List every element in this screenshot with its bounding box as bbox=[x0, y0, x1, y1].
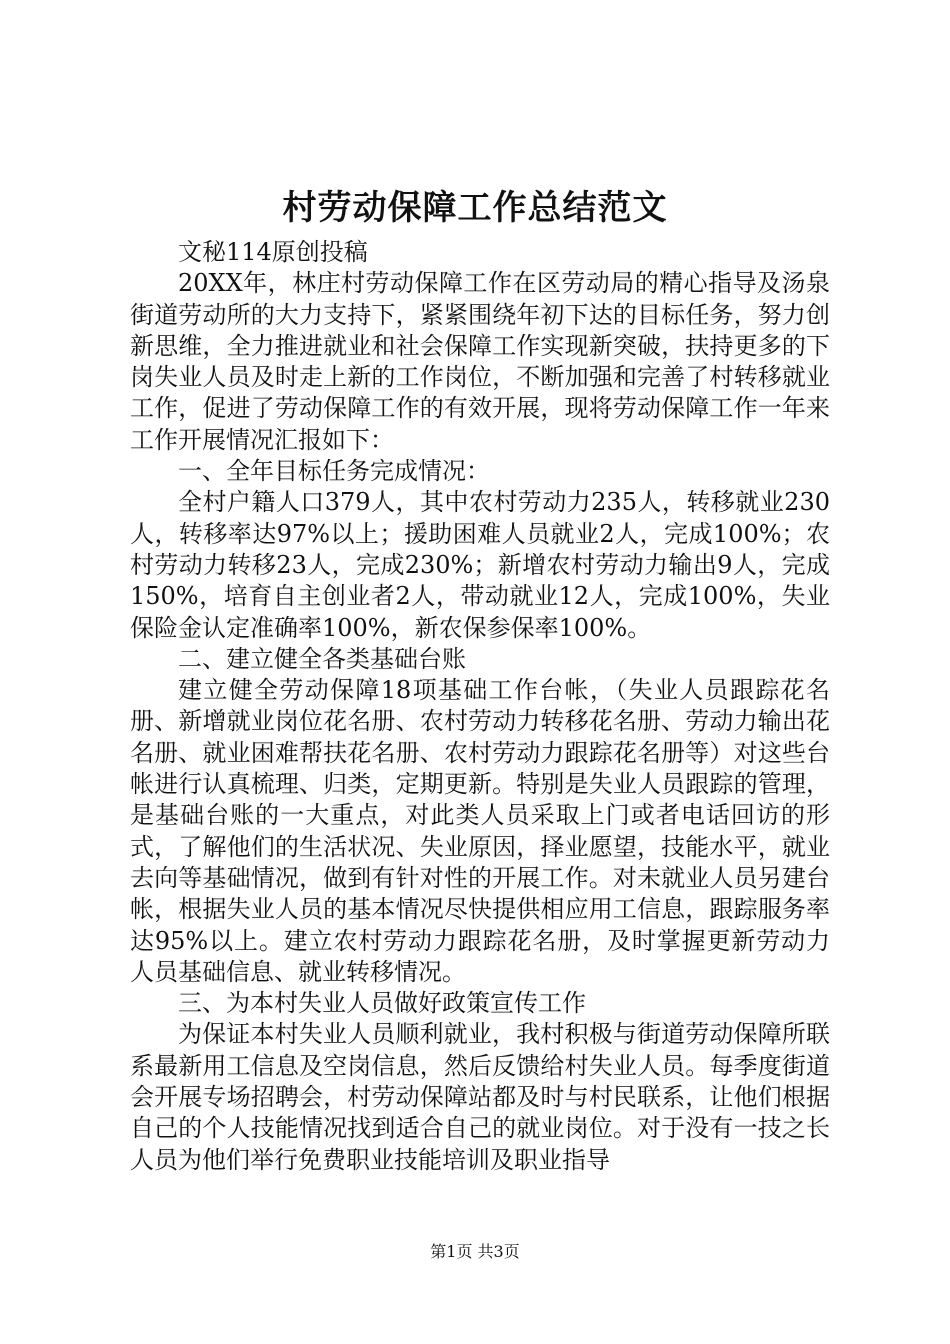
paragraph-policy: 为保证本村失业人员顺利就业，我村积极与街道劳动保障所联系最新用工信息及空岗信息，然后反馈给村失业人员。每季度街道会开展专场招聘会，村劳动保障站都及时与村民联系，让他们根据自己的个人技能情况找到适合自己的就业岗位。对于没有一技之长人员为他们举行免费职业技能培训及职业指导 bbox=[130, 1020, 830, 1174]
paragraph-intro: 20XX年，林庄村劳动保障工作在区劳动局的精心指导及汤泉街道劳动所的大力支持下，紧紧围绕年初下达的目标任务，努力创新思维，全力推进就业和社会保障工作实现新突破，扶持更多的下岗失业人员及时走上新的工作岗位，不断加强和完善了村转移就业工作，促进了劳动保障工作的有效开展，现将劳动保障工作一年来工作开展情况汇报如下： bbox=[130, 269, 830, 454]
section-heading-2: 二、建立健全各类基础台账 bbox=[178, 644, 466, 673]
paragraph-source: 文秘114原创投稿 bbox=[178, 238, 368, 266]
section-heading-1: 一、全年目标任务完成情况： bbox=[178, 457, 490, 486]
document-title: 村劳动保障工作总结范文 bbox=[282, 188, 668, 228]
paragraph-ledgers: 建立健全劳动保障18项基础工作台帐，（失业人员跟踪花名册、新增就业岗位花名册、农村劳动力转移花名册、劳动力输出花名册、就业困难帮扶花名册、农村劳动力跟踪花名册等）对这些台帐进行认真梳理、归类，定期更新。特别是失业人员跟踪的管理，是基础台账的一大重点，对此类人员采取上门或者电话回访的形式，了解他们的生活状况、失业原因，择业愿望，技能水平，就业去向等基础情况，做到有针对性的开展工作。对未就业人员另建台帐，根据失业人员的基本情况尽快提供相应用工信息，跟踪服务率达95%以上。建立农村劳动力跟踪花名册，及时掌握更新劳动力人员基础信息、就业转移情况。 bbox=[130, 676, 830, 986]
paragraph-targets: 全村户籍人口379人，其中农村劳动力235人，转移就业230人，转移率达97%以上；援助困难人员就业2人，完成100%；农村劳动力转移23人，完成230%；新增农村劳动力输出9人，完成150%，培育自主创业者2人，带动就业12人，完成100%，失业保险金认定准确率100%，新农保参保率100%。 bbox=[130, 488, 830, 642]
document-body bbox=[130, 237, 830, 1176]
page-footer: 第1页 共3页 bbox=[430, 1242, 520, 1261]
section-heading-3: 三、为本村失业人员做好政策宣传工作 bbox=[178, 989, 586, 1018]
